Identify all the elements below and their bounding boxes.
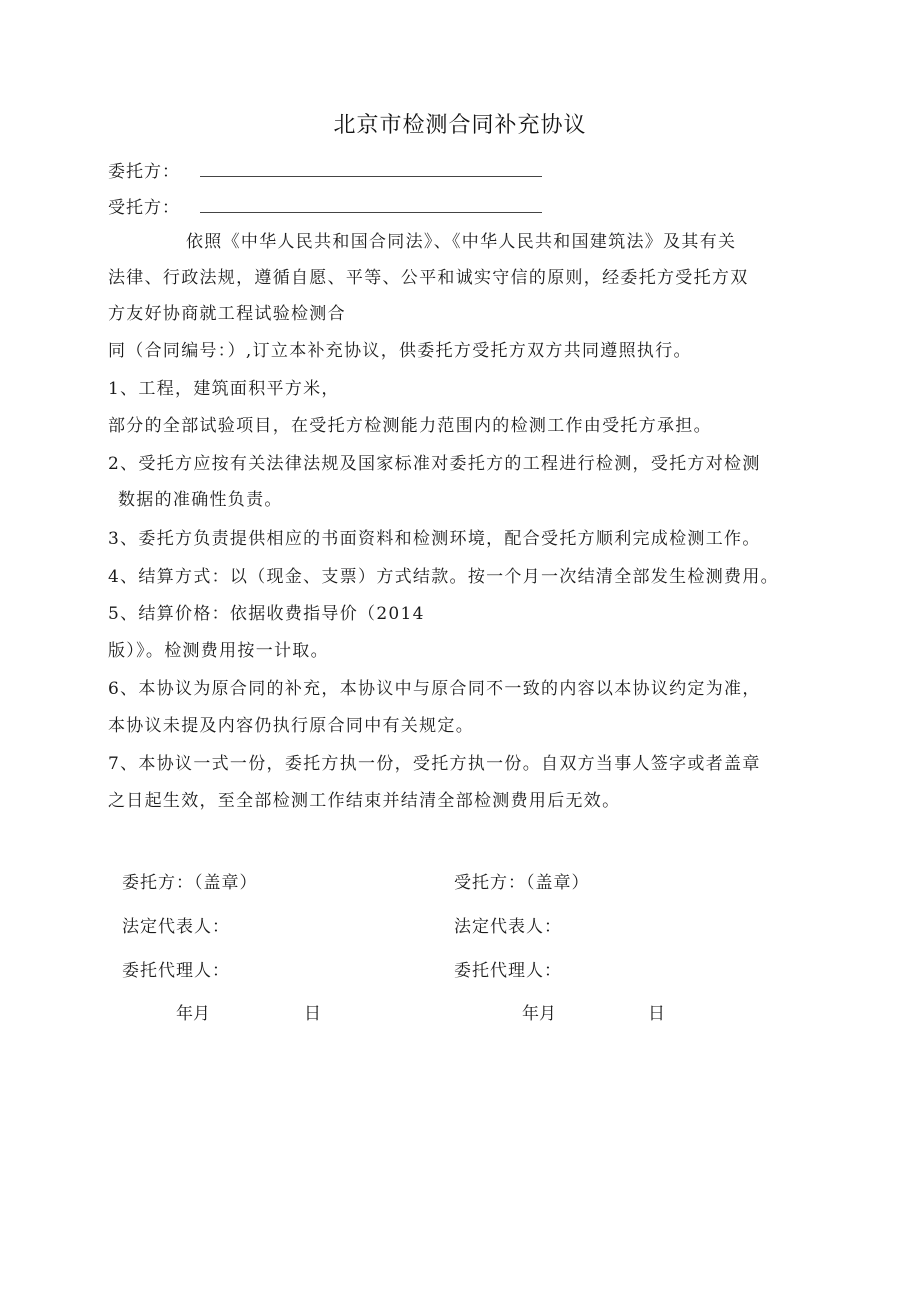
document-title: 北京市检测合同补充协议 (333, 113, 587, 138)
trustee-party-label: 受托方： (108, 198, 180, 218)
clause-3-line-1: 3、委托方负责提供相应的书面资料和检测环境，配合受托方顺利完成检测工作。 (108, 529, 761, 549)
right-authorized-agent: 委托代理人： (454, 961, 562, 981)
left-date-day: 日 (304, 1004, 321, 1024)
entrust-party-row (108, 157, 542, 182)
clause-7-line-2: 之日起生效，至全部检测工作结束并结清全部检测费用后无效。 (108, 791, 621, 811)
left-party-seal: 委托方：（盖章） (122, 873, 258, 893)
clause-7-line-1: 7、本协议一式一份，委托方执一份，受托方执一份。自双方当事人签字或者盖章 (108, 754, 761, 774)
clause-4-line-1: 4、结算方式：以（现金、支票）方式结款。按一个月一次结清全部发生检测费用。 (108, 567, 779, 587)
left-date-year-month: 年月 (176, 1004, 210, 1024)
right-date-day: 日 (648, 1004, 665, 1024)
preamble-line-2: 法律、行政法规，遵循自愿、平等、公平和诚实守信的原则，经委托方受托方双 (108, 268, 749, 288)
clause-2-line-2: 数据的准确性负责。 (118, 490, 283, 510)
right-legal-representative: 法定代表人： (454, 917, 562, 937)
preamble-line-1: 依照《中华人民共和国合同法》、《中华人民共和国建筑法》及其有关 (186, 232, 737, 252)
right-date-year-month: 年月 (522, 1004, 556, 1024)
clause-5-line-1: 5、结算价格：依据收费指导价（2014 (108, 604, 425, 624)
clause-1-line-1: 1、工程，建筑面积平方米， (108, 379, 340, 399)
left-legal-representative: 法定代表人： (122, 917, 230, 937)
clause-2-line-1: 2、受托方应按有关法律法规及国家标准对委托方的工程进行检测，受托方对检测 (108, 454, 761, 474)
clause-6-line-2: 本协议未提及内容仍执行原合同中有关规定。 (108, 716, 474, 736)
entrust-party-label: 委托方： (108, 162, 180, 182)
trustee-party-row (108, 193, 542, 218)
trustee-party-blank[interactable] (200, 198, 542, 213)
left-authorized-agent: 委托代理人： (122, 961, 230, 981)
preamble-line-3: 方友好协商就工程试验检测合 (108, 304, 346, 324)
entrust-party-blank[interactable] (200, 162, 542, 177)
clause-1-line-2: 部分的全部试验项目，在受托方检测能力范围内的检测工作由受托方承担。 (108, 416, 712, 436)
preamble-line-4: 同（合同编号：）,订立本补充协议，供委托方受托方双方共同遵照执行。 (108, 341, 692, 361)
right-party-seal: 受托方：（盖章） (454, 873, 590, 893)
clause-5-line-2: 版）》。检测费用按一计取。 (108, 641, 329, 661)
clause-6-line-1: 6、本协议为原合同的补充，本协议中与原合同不一致的内容以本协议约定为准， (108, 679, 761, 699)
